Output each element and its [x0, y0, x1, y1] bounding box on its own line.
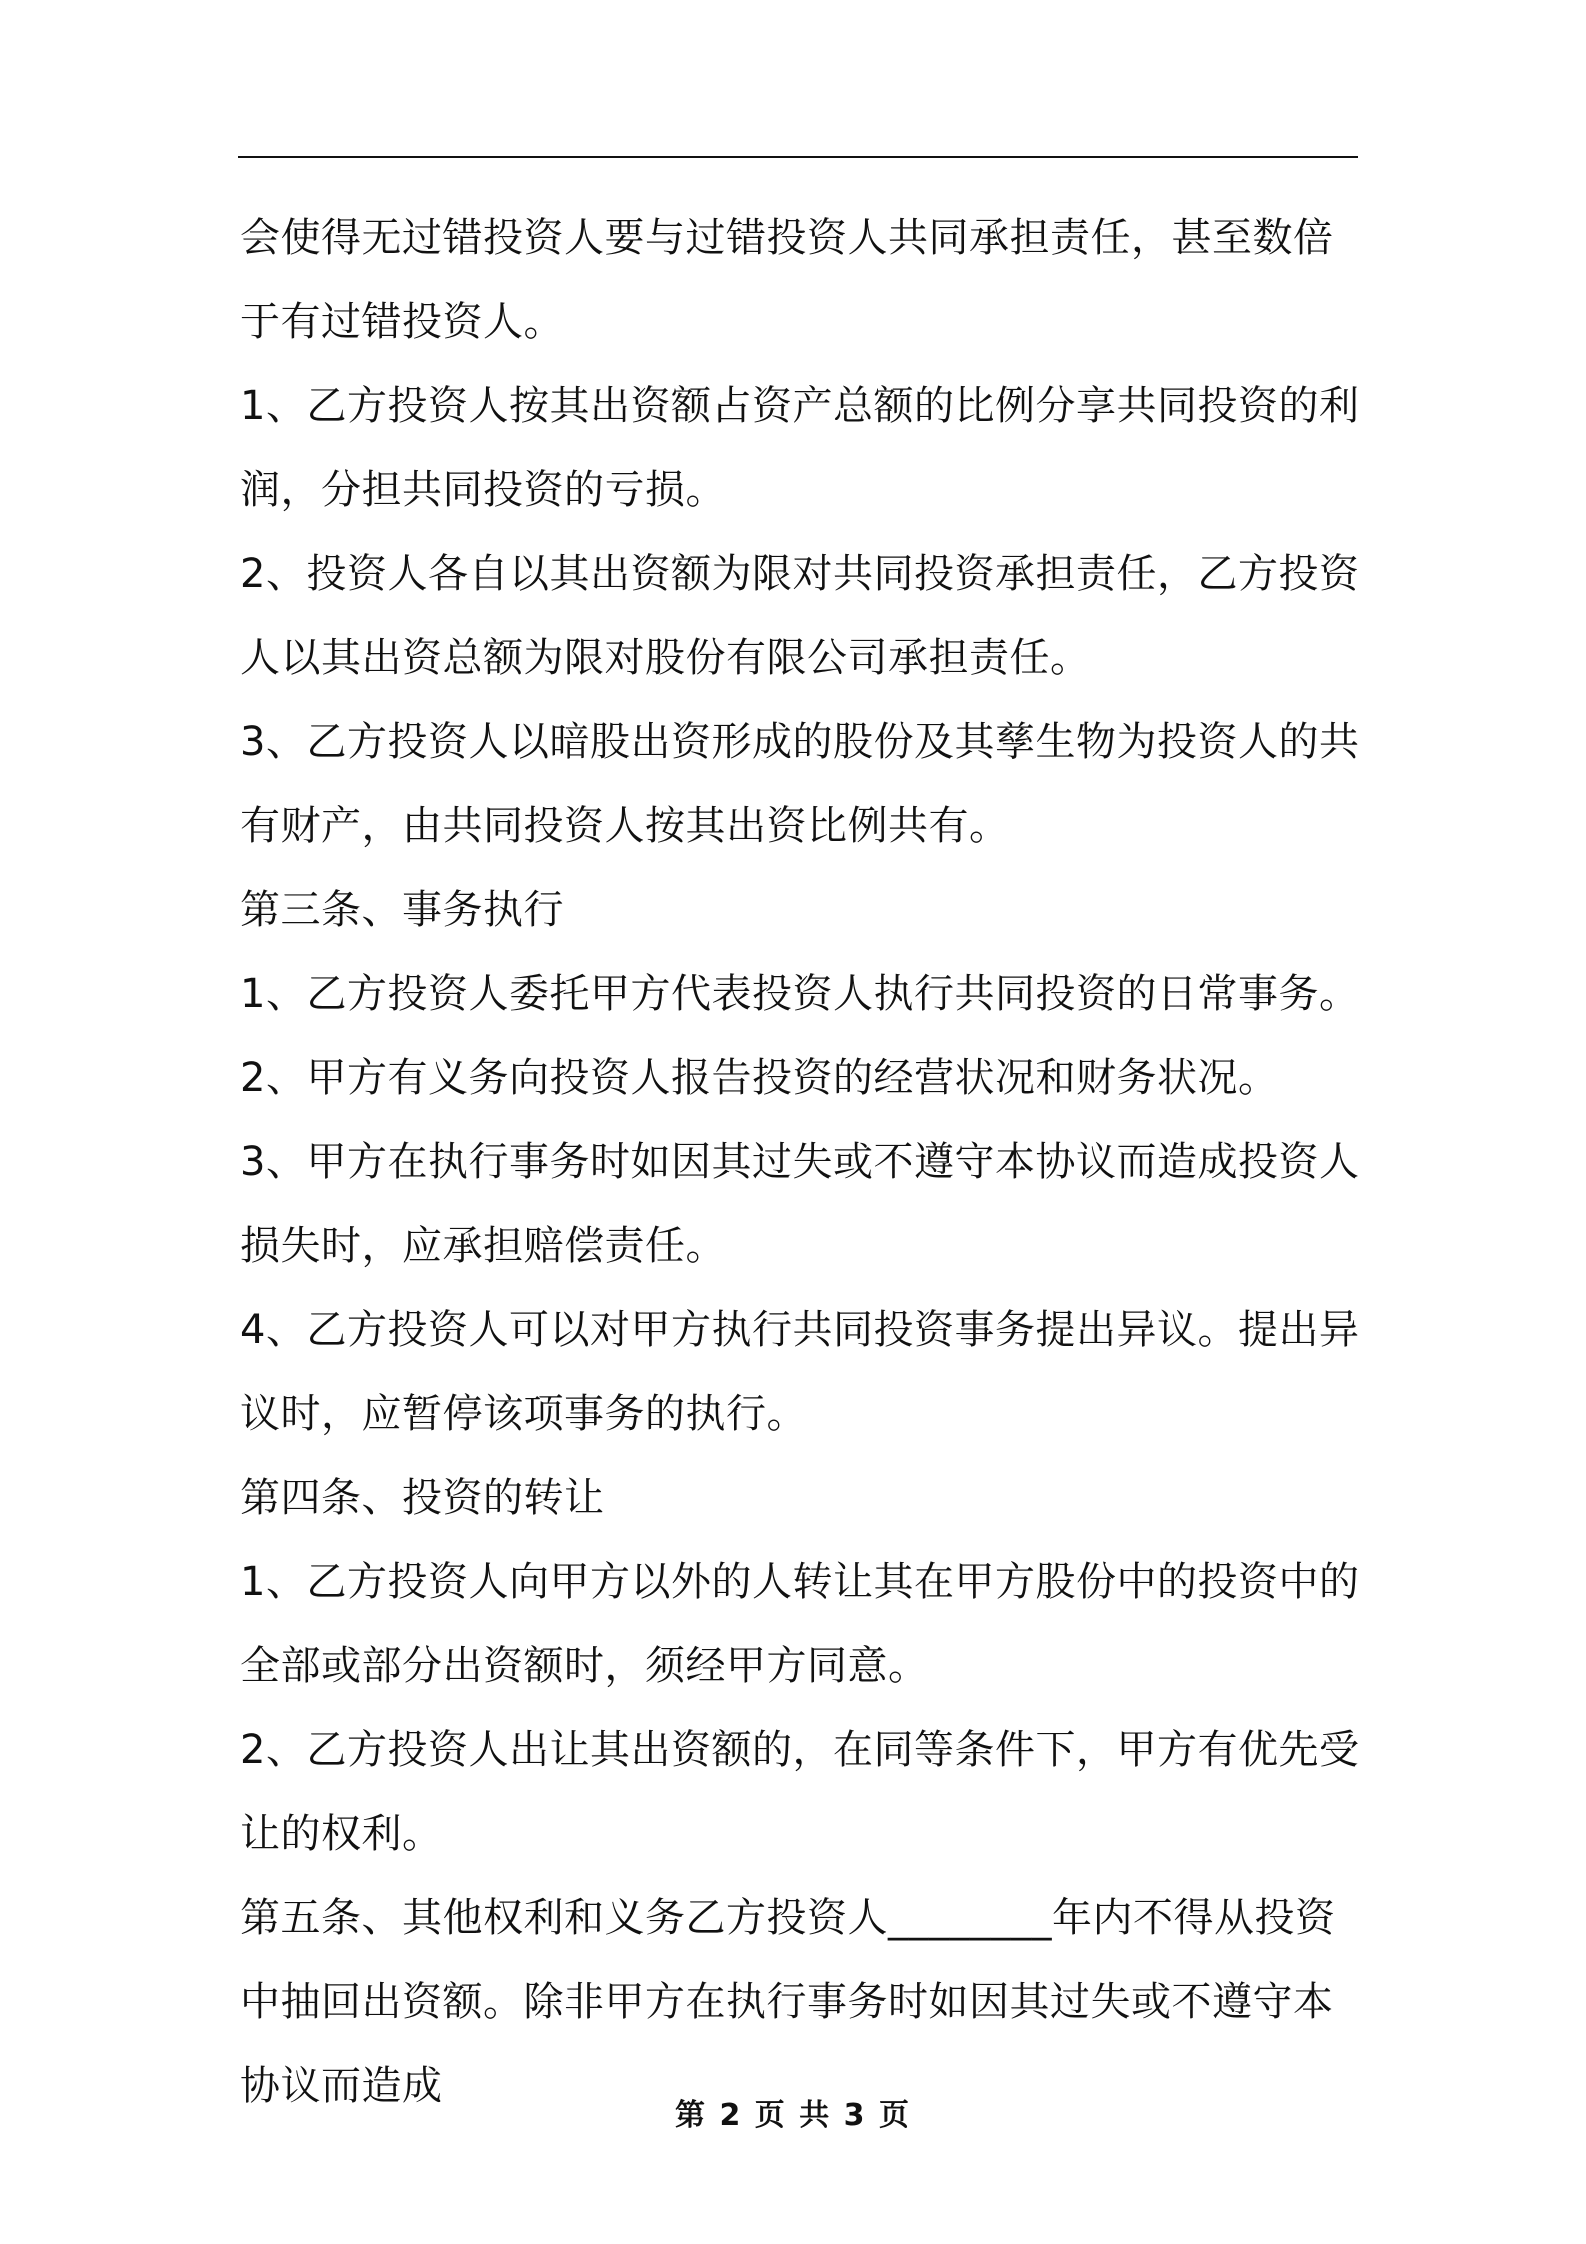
paragraph-section4-item-1: 1、乙方投资人向甲方以外的人转让其在甲方股份中的投资中的全部或部分出资额时，须经甲方同意。: [240, 1559, 1360, 1689]
paragraph-section3-item-3: 3、甲方在执行事务时如因其过失或不遵守本协议而造成投资人损失时，应承担赔偿责任。: [240, 1139, 1360, 1269]
section-heading-4: 第四条、投资的转让: [240, 1475, 605, 1521]
paragraph-clause-1: 1、乙方投资人按其出资额占资产总额的比例分享共同投资的利润，分担共同投资的亏损。: [240, 383, 1360, 513]
paragraph-section3-item-2: 2、甲方有义务向投资人报告投资的经营状况和财务状况。: [240, 1055, 1279, 1101]
paragraph-section3-item-4: 4、乙方投资人可以对甲方执行共同投资事务提出异议。提出异议时，应暂停该项事务的执行。: [240, 1307, 1360, 1437]
page-number-footer: 第 2 页 共 3 页: [675, 2098, 911, 2133]
section-heading-5: 第五条、其他权利和义务乙方投资人________年内不得从投资中抽回出资额。除非甲方在执行事务时如因其过失或不遵守本协议而造成: [240, 1895, 1336, 2109]
paragraph-continuation: 会使得无过错投资人要与过错投资人共同承担责任，甚至数倍于有过错投资人。: [240, 215, 1334, 345]
section-heading-3: 第三条、事务执行: [240, 887, 564, 933]
paragraph-clause-2: 2、投资人各自以其出资额为限对共同投资承担责任，乙方投资人以其出资总额为限对股份有限公司承担责任。: [240, 551, 1360, 681]
header-divider: [238, 156, 1358, 158]
paragraph-clause-3: 3、乙方投资人以暗股出资形成的股份及其孳生物为投资人的共有财产，由共同投资人按其出资比例共有。: [240, 719, 1360, 849]
paragraph-section3-item-1: 1、乙方投资人委托甲方代表投资人执行共同投资的日常事务。: [240, 971, 1360, 1017]
document-body: [240, 196, 1370, 2128]
paragraph-section4-item-2: 2、乙方投资人出让其出资额的，在同等条件下，甲方有优先受让的权利。: [240, 1727, 1360, 1857]
